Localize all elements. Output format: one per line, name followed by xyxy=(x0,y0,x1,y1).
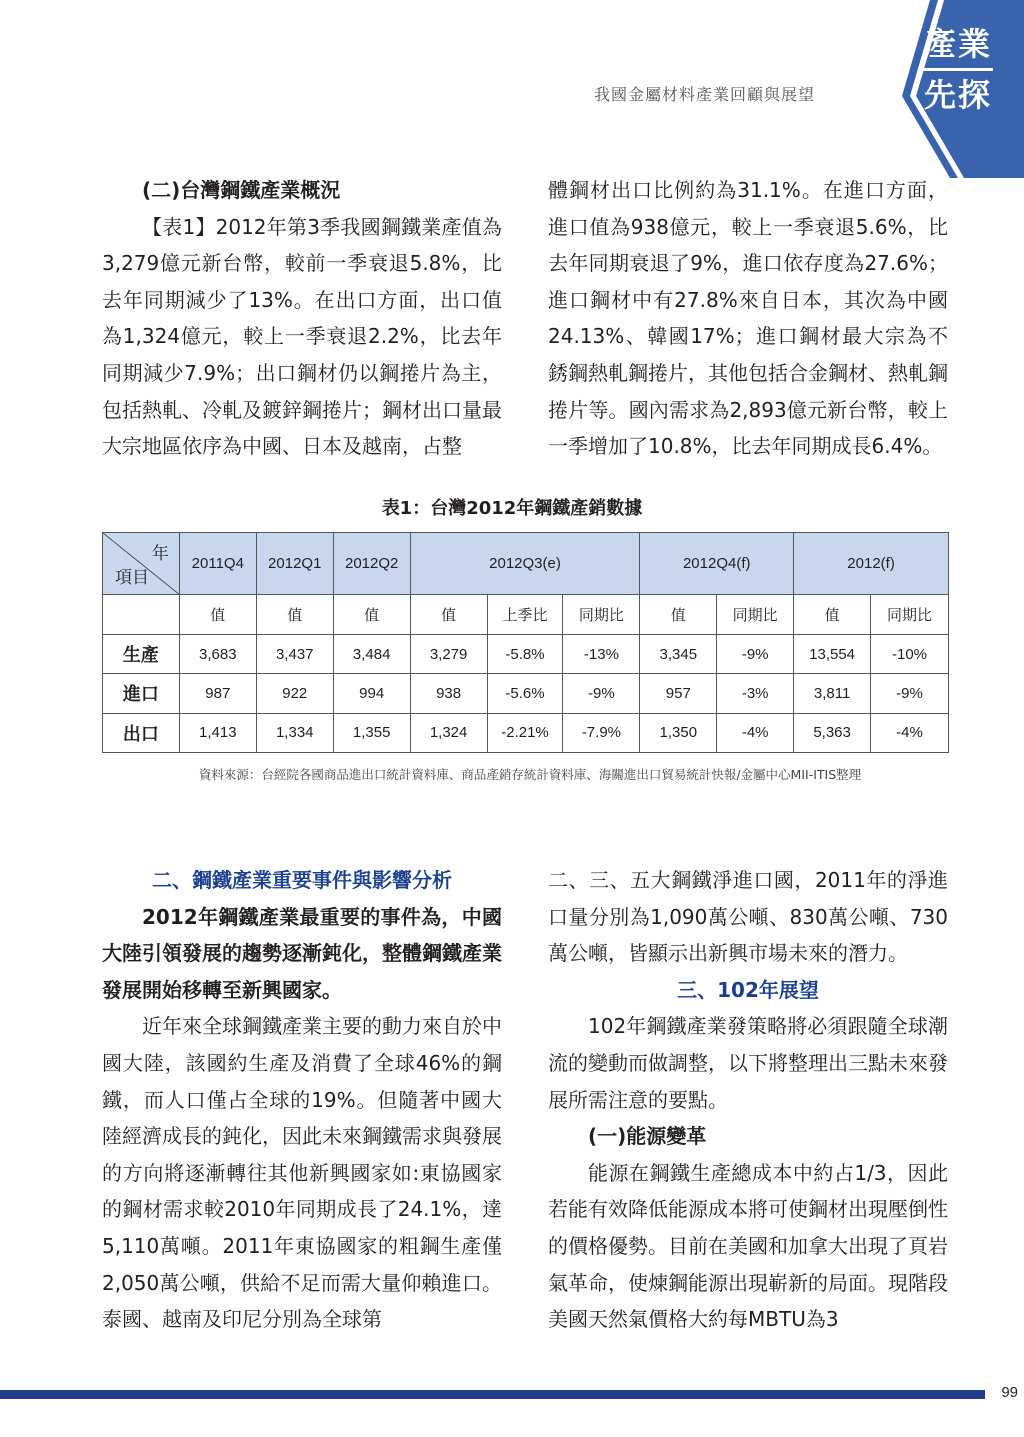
paragraph: 【表1】2012年第3季我國鋼鐵業產值為3,279億元新台幣，較前一季衰退5.8%，比去年同期減少了13%。在出口方面，出口值為1,324億元，較上一季衰退2.2%，比去年同期減少7.9%；出口鋼材仍以鋼捲片為主，包括熱軋、冷軋及鍍鋅鋼捲片；鋼材出口量最大宗地區依序為中國、日本及越南，占整 xyxy=(102,214,502,459)
table-row xyxy=(103,674,949,713)
table-cell: 5,363 xyxy=(794,713,871,752)
badge-line1: 產業 xyxy=(923,25,992,63)
table-cell: -5.6% xyxy=(487,674,563,713)
period-header: 2011Q4 xyxy=(179,533,256,595)
table-source-note: 資料來源：台經院各國商品進出口統計資料庫、商品產銷存統計資料庫、海關進出口貿易統計快報/金屬中心MII-ITIS整理 xyxy=(198,767,862,782)
table-cell: -9% xyxy=(871,674,949,713)
badge-label xyxy=(912,22,1004,117)
table-cell: 3,279 xyxy=(410,635,487,674)
corner-year-label: 年 xyxy=(151,544,169,564)
table-caption: 表1：台灣2012年鋼鐵產銷數據 xyxy=(381,498,643,519)
sub-header: 值 xyxy=(640,595,717,635)
table-cell: -3% xyxy=(717,674,794,713)
paragraph: 近年來全球鋼鐵產業主要的動力來自於中國大陸，該國約生產及消費了全球46%的鋼鐵，而人口僅占全球的19%。但隨著中國大陸經濟成長的鈍化，因此未來鋼鐵需求與發展的方向將逐漸轉往其他新興國家如:東協國家的鋼材需求較2010年同期成長了24.1%，達5,110萬噸。2011年東協國家的粗鋼生產僅2,050萬公噸，供給不足而需大量仰賴進口。泰國、越南及印尼分別為全球第 xyxy=(102,1014,502,1332)
table-cell: 1,355 xyxy=(333,713,410,752)
table-cell: 3,484 xyxy=(333,635,410,674)
badge-line2: 先探 xyxy=(923,76,992,114)
paragraph: 二、三、五大鋼鐵淨進口國，2011年的淨進口量分別為1,090萬公噸、830萬公噸、730萬公噸，皆顯示出新興市場未來的潛力。 xyxy=(548,868,948,966)
table-cell: 3,345 xyxy=(640,635,717,674)
sub-header: 同期比 xyxy=(563,595,640,635)
section-heading: 三、102年展望 xyxy=(677,977,819,1002)
period-header: 2012Q1 xyxy=(256,533,333,595)
table-cell: -5.8% xyxy=(487,635,563,674)
table-cell: 1,413 xyxy=(179,713,256,752)
footer-bar xyxy=(0,1390,985,1399)
table-subheader-row xyxy=(103,595,949,635)
period-header: 2012Q4(f) xyxy=(640,533,794,595)
table-row xyxy=(103,635,949,674)
paragraph: 102年鋼鐵產業發策略將必須跟隨全球潮流的變動而做調整，以下將整理出三點未來發展所需注意的要點。 xyxy=(548,1014,948,1112)
table-cell: 957 xyxy=(640,674,717,713)
steel-data-table xyxy=(102,532,949,753)
row-label: 生產 xyxy=(103,635,180,674)
table-cell: 994 xyxy=(333,674,410,713)
corner-header-cell xyxy=(103,533,180,595)
sub-header: 值 xyxy=(333,595,410,635)
row-label: 進口 xyxy=(103,674,180,713)
paragraph: 體鋼材出口比例約為31.1%。在進口方面，進口值為938億元，較上一季衰退5.6%，比去年同期衰退了9%，進口依存度為27.6%；進口鋼材中有27.8%來自日本，其次為中國24.13%、韓國17%；進口鋼材最大宗為不銹鋼熱軋鋼捲片，其他包括合金鋼材、熱軋鋼捲片等。國內需求為2,893億元新台幣，較上一季增加了10.8%，比去年同期成長6.4%。 xyxy=(548,178,948,459)
table-cell: -9% xyxy=(563,674,640,713)
row-label: 出口 xyxy=(103,713,180,752)
table-cell: 922 xyxy=(256,674,333,713)
table-cell: -10% xyxy=(871,635,949,674)
corner-item-label: 項目 xyxy=(115,568,149,588)
column-bottom-right xyxy=(548,862,948,1338)
table-cell: -4% xyxy=(871,713,949,752)
sub-header: 同期比 xyxy=(717,595,794,635)
sub-header: 值 xyxy=(179,595,256,635)
table-cell: 1,324 xyxy=(410,713,487,752)
table-cell: -9% xyxy=(717,635,794,674)
bold-paragraph: 2012年鋼鐵產業最重要的事件為，中國大陸引領發展的趨勢逐漸鈍化，整體鋼鐵產業發展開始移轉至新興國家。 xyxy=(102,904,502,1002)
sub-header: 上季比 xyxy=(487,595,563,635)
table-cell: 13,554 xyxy=(794,635,871,674)
table-cell: 938 xyxy=(410,674,487,713)
paragraph: 能源在鋼鐵生產總成本中約占1/3，因此若能有效降低能源成本將可使鋼材出現壓倒性的價格優勢。目前在美國和加拿大出現了頁岩氣革命，使煉鋼能源出現嶄新的局面。現階段美國天然氣價格大約每MBTU為3 xyxy=(548,1160,948,1332)
table-cell: -2.21% xyxy=(487,713,563,752)
table-cell: 3,683 xyxy=(179,635,256,674)
section-subheading: (二)台灣鋼鐵產業概況 xyxy=(142,178,341,202)
period-header: 2012(f) xyxy=(794,533,949,595)
column-top-left xyxy=(102,172,502,465)
empty-cell xyxy=(103,595,180,635)
table-cell: -4% xyxy=(717,713,794,752)
table-cell: 3,437 xyxy=(256,635,333,674)
sub-header: 值 xyxy=(794,595,871,635)
running-head: 我國金屬材料產業回顧與展望 xyxy=(594,85,816,104)
table-cell: 987 xyxy=(179,674,256,713)
section-subheading: (一)能源變革 xyxy=(588,1124,707,1149)
sub-header: 值 xyxy=(410,595,487,635)
period-header: 2012Q3(e) xyxy=(410,533,640,595)
table-cell: 1,334 xyxy=(256,713,333,752)
badge-divider xyxy=(923,68,993,71)
column-bottom-left xyxy=(102,862,502,1338)
page-number: 99 xyxy=(1001,1384,1018,1401)
sub-header: 值 xyxy=(256,595,333,635)
table-row xyxy=(103,713,949,752)
table-cell: -7.9% xyxy=(563,713,640,752)
section-badge xyxy=(854,0,1024,190)
table-cell: 1,350 xyxy=(640,713,717,752)
table-header-row xyxy=(103,533,949,595)
section-heading: 二、鋼鐵產業重要事件與影響分析 xyxy=(152,868,452,892)
table-cell: 3,811 xyxy=(794,674,871,713)
period-header: 2012Q2 xyxy=(333,533,410,595)
sub-header: 同期比 xyxy=(871,595,949,635)
column-top-right xyxy=(548,172,948,465)
table-cell: -13% xyxy=(563,635,640,674)
